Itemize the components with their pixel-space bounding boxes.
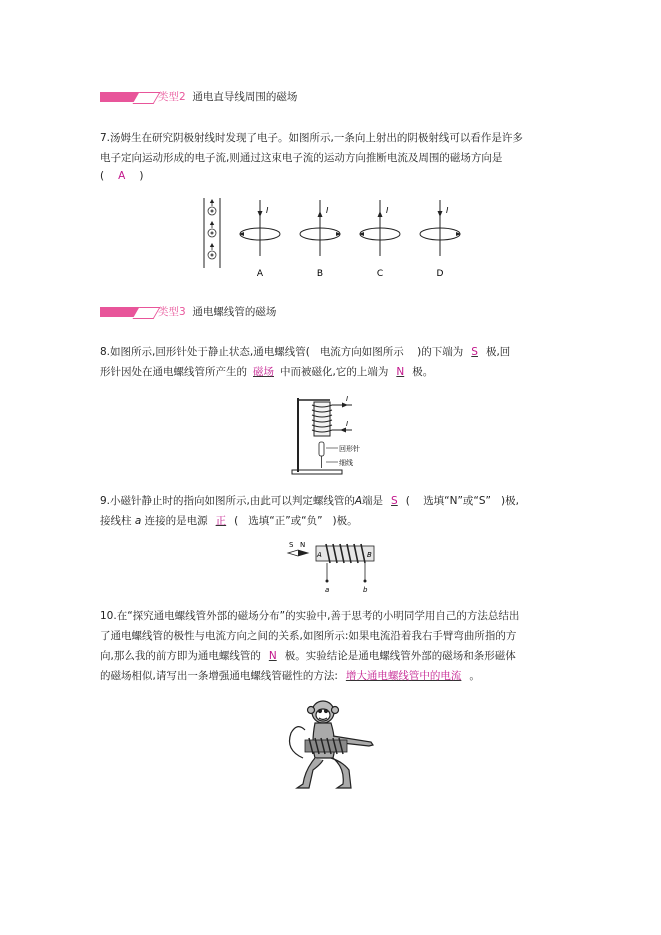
q7-line1: 7.汤姆生在研究阴极射线时发现了电子。如图所示,一条向上射出的阴极射线可以看作是许多: [100, 132, 523, 144]
q9-answer2: 正: [215, 515, 227, 527]
electron-icon: [208, 199, 216, 215]
svg-text:I: I: [266, 206, 269, 215]
section-banner-type3: [100, 306, 360, 318]
section-title: 通电螺线管的磁场: [192, 306, 277, 318]
q10-line4: 的磁场相似,请写出一条增强通电螺线管磁性的方法: 增大通电螺线管中的电流 。: [100, 670, 480, 682]
electron-icon: [208, 243, 216, 259]
q10-line2: 了通电螺线管的极性与电流方向之间的关系,如图所示:如果电流沿着我右手臂弯曲所指的方: [100, 630, 517, 642]
q9-line1: 9.小磁针静止时的指向如图所示,由此可以判定螺线管的A端是 S ( 选填“N”或“S” )极,: [100, 495, 519, 507]
q9-line2: 接线柱 a 连接的是电源 正 ( 选填“正”或“负” )极。: [100, 515, 358, 527]
option-a-label: A: [256, 269, 264, 279]
svg-text:A: A: [317, 551, 322, 559]
q10-answer1: N: [268, 650, 277, 662]
option-b-label: B: [316, 269, 324, 279]
svg-text:I: I: [326, 206, 329, 215]
svg-text:N: N: [300, 541, 306, 549]
q7-answer-line: ( A ): [100, 170, 144, 182]
q7-figure: [198, 196, 468, 280]
q9-figure: [286, 538, 382, 594]
section-type-label: 类型3: [158, 306, 186, 318]
svg-text:I: I: [386, 206, 389, 215]
q7-line2: 电子定向运动形成的电子流,则通过这束电子流的运动方向推断电流及周围的磁场方向是: [100, 152, 503, 164]
q8-answer2: 磁场: [253, 366, 274, 378]
svg-text:S: S: [289, 541, 294, 549]
option-c-label: C: [376, 269, 384, 279]
monkey-solenoid-figure: [283, 698, 379, 796]
q8-answer1: S: [471, 346, 478, 358]
thread-label: 细线: [339, 459, 353, 467]
electron-icon: [208, 221, 216, 237]
svg-text:B: B: [367, 551, 372, 559]
q10-line3: 向,那么我的前方即为通电螺线管的 N 极。实验结论是通电螺线管外部的磁场和条形磁体: [100, 650, 516, 662]
svg-text:a: a: [325, 586, 330, 594]
svg-text:I: I: [346, 420, 349, 428]
svg-text:b: b: [363, 586, 368, 594]
svg-text:I: I: [446, 206, 449, 215]
q10-answer2: 增大通电螺线管中的电流: [345, 670, 462, 682]
q8-figure: [290, 390, 390, 478]
svg-text:I: I: [346, 395, 349, 403]
paper-clip-label: 回形针: [339, 445, 360, 453]
option-d-figure: [420, 200, 461, 256]
q8-line2: 形针因处在通电螺线管所产生的 磁场 中而被磁化,它的上端为 N 极。: [100, 366, 434, 378]
q10-line1: 10.在“探究通电螺线管外部的磁场分布”的实验中,善于思考的小明同学用自己的方法总结出: [100, 610, 520, 622]
option-b-figure: [300, 200, 341, 256]
q9-answer1: S: [391, 495, 398, 507]
option-c-figure: [359, 200, 400, 256]
q7-answer: A: [118, 170, 126, 182]
section-title: 通电直导线周围的磁场: [192, 91, 298, 103]
q8-answer3: N: [396, 366, 405, 378]
option-d-label: D: [436, 269, 444, 279]
section-banner-type2: [100, 91, 360, 103]
option-a-figure: [239, 200, 280, 256]
q8-line1: 8.如图所示,回形针处于静止状态,通电螺线管( 电流方向如图所示 )的下端为 S 极,回: [100, 346, 511, 358]
section-type-label: 类型2: [158, 91, 186, 103]
